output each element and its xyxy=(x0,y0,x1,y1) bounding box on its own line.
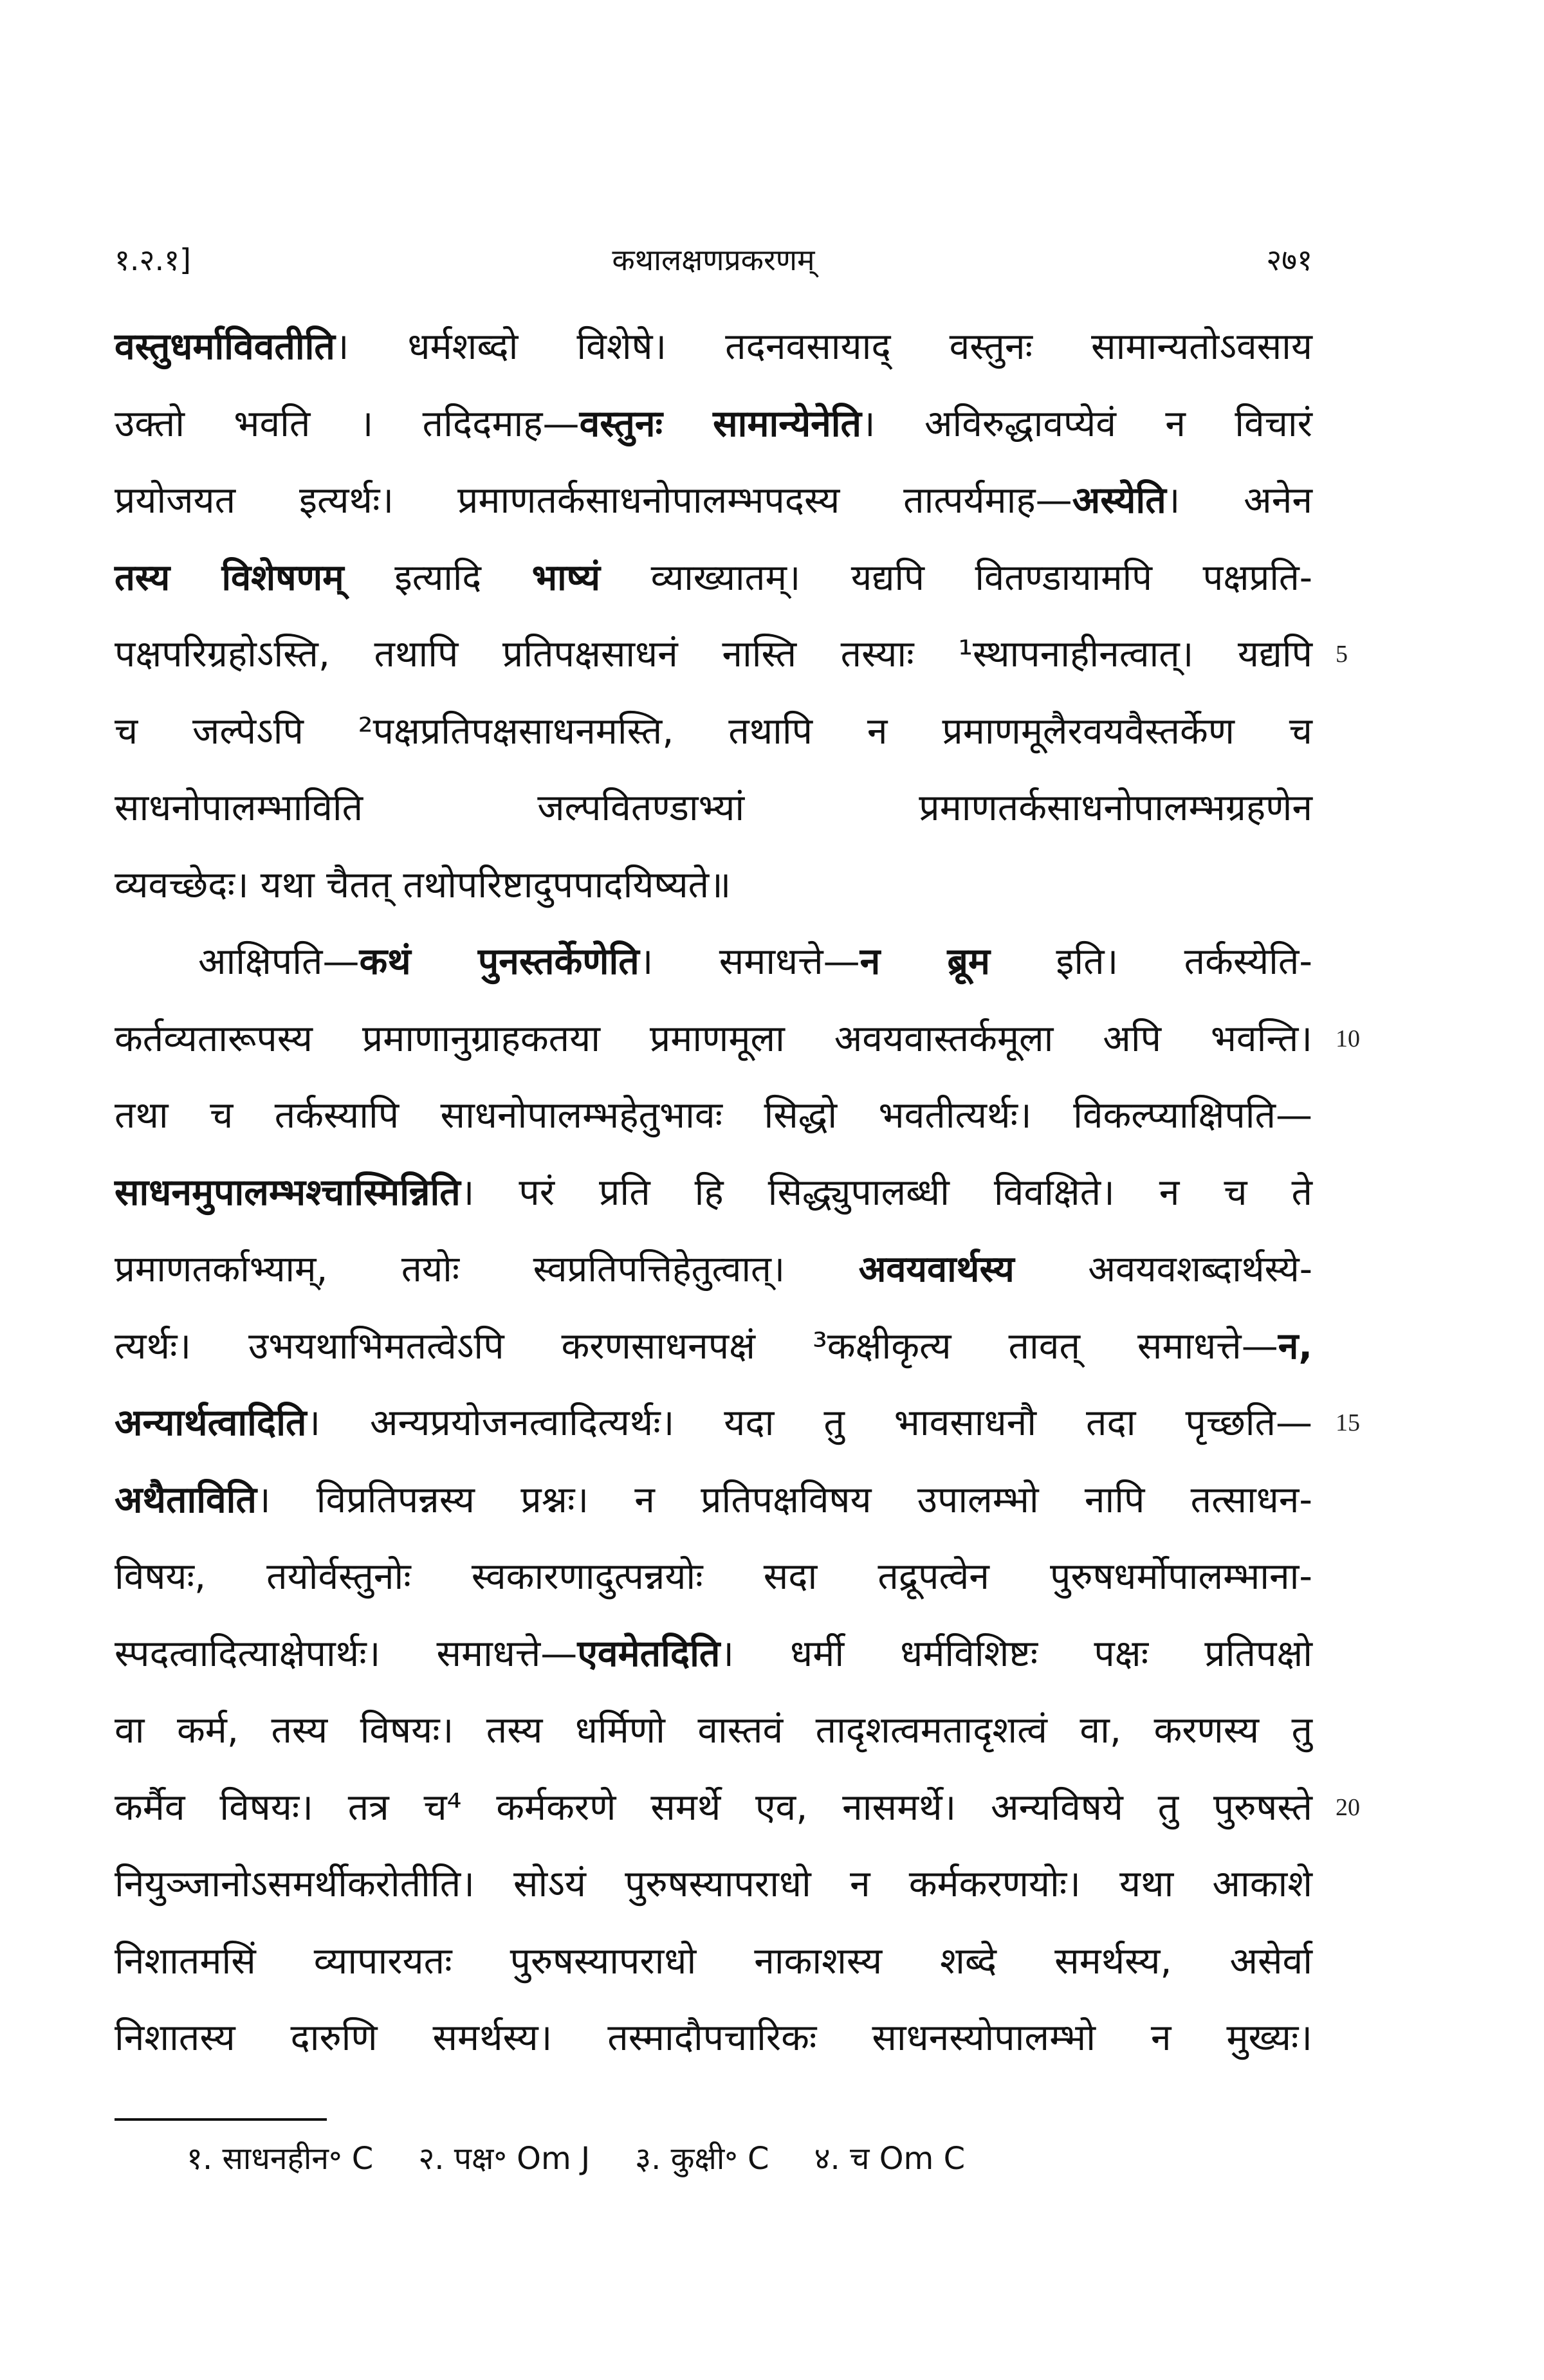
text-segment: । विप्रतिपन्नस्य प्रश्नः। न प्रतिपक्षविषय उपालम्भो नापि तत्साधन- xyxy=(256,1478,1312,1521)
text-line xyxy=(115,1846,1312,1923)
text-segment: अवयवशब्दार्थस्ये- xyxy=(1014,1249,1312,1290)
text-segment: पक्षपरिग्रहोऽस्ति, तथापि प्रतिपक्षसाधनं नास्ति तस्याः ¹स्थापनाहीनत्वात्। यद्यपि xyxy=(115,633,1312,675)
text-segment: निशातमसिं व्यापारयतः पुरुषस्यापराधो नाकाशस्य शब्दे समर्थस्य, असेर्वा xyxy=(115,1939,1312,1982)
text-segment: स्पदत्वादित्याक्षेपार्थः। समाधत्ते— xyxy=(115,1632,578,1675)
text-segment: इत्यादि xyxy=(344,556,532,599)
text-segment: उक्तो भवति । तदिदमाह— xyxy=(115,402,580,445)
bold-lemma: एवमेतदिति xyxy=(577,1632,721,1675)
page-number: २७१ xyxy=(1266,243,1312,277)
text-segment: साधनोपालम्भाविति जल्पवितण्डाभ्यां प्रमाणतर्कसाधनोपालम्भग्रहणेन xyxy=(115,787,1312,829)
text-segment: इति। तर्कस्येति- xyxy=(990,940,1312,983)
text-segment: प्रमाणतर्काभ्याम्, तयोः स्वप्रतिपत्तिहेतुत्वात्। xyxy=(115,1249,859,1290)
text-line xyxy=(115,309,1312,386)
text-line xyxy=(115,1692,1312,1770)
line-number: 5 xyxy=(1336,641,1348,668)
text-segment: । अविरुद्धावप्येवं न विचारं xyxy=(861,402,1312,445)
footnote: १. साधनहीन॰ C xyxy=(187,2141,374,2177)
text-line xyxy=(115,1385,1360,1462)
text-line xyxy=(115,1923,1312,2000)
text-segment: त्यर्थः। उभयथाभिमतत्वेऽपि करणसाधनपक्षं ³कक्षीकृत्य तावत् समाधत्ते— xyxy=(115,1324,1278,1368)
footnote-rule xyxy=(115,2118,327,2121)
section-number: १.२.१] xyxy=(115,243,191,277)
text-segment: व्यवच्छेदः। यथा चैतत् तथोपरिष्टादुपपादयिष्यते॥ xyxy=(115,863,731,906)
main-text xyxy=(115,309,1360,2077)
text-segment: वा कर्म, तस्य विषयः। तस्य धर्मिणो वास्तवं तादृशत्वमतादृशत्वं वा, करणस्य तु xyxy=(115,1709,1312,1752)
text-line xyxy=(115,462,1312,540)
footnote: ४. च Om C xyxy=(814,2141,966,2177)
text-line xyxy=(115,1616,1312,1693)
bold-lemma: अस्येति xyxy=(1072,479,1166,522)
footnotes xyxy=(187,2137,1280,2188)
bold-lemma: न ब्रूम xyxy=(859,940,991,983)
bold-lemma: न, xyxy=(1278,1324,1312,1368)
bold-lemma: अथैताविति xyxy=(115,1478,257,1521)
text-line xyxy=(115,1077,1312,1155)
line-number: 20 xyxy=(1336,1793,1360,1821)
bold-lemma: भाष्यं xyxy=(531,556,601,599)
text-segment: व्याख्यातम्। यद्यपि वितण्डायामपि पक्षप्रति- xyxy=(600,556,1312,599)
text-segment: नियुञ्जानोऽसमर्थीकरोतीति। सोऽयं पुरुषस्यापराधो न कर्मकरणयोः। यथा आकाशे xyxy=(115,1863,1312,1905)
text-line xyxy=(115,1155,1312,1232)
footnote: ३. कुक्षी॰ C xyxy=(635,2141,769,2177)
bold-lemma: तस्य विशेषणम् xyxy=(115,556,344,599)
text-segment: प्रयोजयत इत्यर्थः। प्रमाणतर्कसाधनोपालम्भपदस्य तात्पर्यमाह— xyxy=(115,479,1072,522)
bold-lemma: साधनमुपालम्भश्चास्मिन्निति xyxy=(115,1171,461,1214)
text-line xyxy=(115,1231,1312,1308)
bold-lemma: कथं पुनस्तर्केणेति xyxy=(359,940,639,983)
text-segment: च जल्पेऽपि ²पक्षप्रतिपक्षसाधनमस्ति, तथापि न प्रमाणमूलैरवयवैस्तर्केण च xyxy=(115,709,1312,753)
bold-lemma: अन्यार्थत्वादिति xyxy=(115,1402,307,1444)
text-line xyxy=(115,1308,1312,1386)
line-number: 15 xyxy=(1336,1409,1360,1436)
bold-lemma: अवयवार्थस्य xyxy=(858,1249,1015,1290)
text-segment: निशातस्य दारुणि समर्थस्य। तस्मादौपचारिकः साधनस्योपालम्भो न मुख्यः। xyxy=(115,2017,1312,2059)
text-segment: । समाधत्ते— xyxy=(639,940,860,983)
chapter-title: कथालक्षणप्रकरणम् xyxy=(612,243,815,277)
bold-lemma: वस्तुनः सामान्येनेति xyxy=(579,402,862,445)
text-line xyxy=(115,2000,1312,2077)
text-line xyxy=(115,386,1312,463)
text-line xyxy=(115,770,1312,847)
text-line xyxy=(115,1539,1312,1616)
bold-lemma: वस्तुधर्माविवतीति xyxy=(115,325,335,368)
line-number: 10 xyxy=(1336,1025,1360,1052)
text-segment: । परं प्रति हि सिद्ध्युपालब्धी विवक्षिते। न च ते xyxy=(460,1171,1312,1214)
footnote: २. पक्ष॰ Om J xyxy=(418,2141,591,2177)
text-segment: । अनेन xyxy=(1166,479,1312,522)
text-segment: तथा च तर्कस्यापि साधनोपालम्भहेतुभावः सिद्धो भवतीत्यर्थः। विकल्प्याक्षिपति— xyxy=(115,1094,1312,1137)
text-segment: कर्तव्यतारूपस्य प्रमाणानुग्राहकतया प्रमाणमूला अवयवास्तर्कमूला अपि भवन्ति। xyxy=(115,1017,1312,1060)
text-line xyxy=(115,1462,1312,1539)
text-line xyxy=(115,1770,1360,1847)
text-line xyxy=(115,847,1312,924)
text-line xyxy=(115,1001,1360,1078)
running-head xyxy=(115,239,1312,284)
text-line xyxy=(115,540,1312,617)
text-segment: आक्षिपति— xyxy=(198,940,360,983)
text-segment: । धर्मी धर्मविशिष्टः पक्षः प्रतिपक्षो xyxy=(720,1632,1312,1675)
text-segment: । धर्मशब्दो विशेषे। तदनवसायाद् वस्तुनः सामान्यतोऽवसाय xyxy=(335,325,1312,368)
text-segment: विषयः, तयोर्वस्तुनोः स्वकारणादुत्पन्नयोः सदा तद्रूपत्वेन पुरुषधर्मोपालम्भाना- xyxy=(115,1555,1312,1598)
text-segment: । अन्यप्रयोजनत्वादित्यर्थः। यदा तु भावसाधनौ तदा पृच्छति— xyxy=(306,1402,1312,1444)
text-line xyxy=(115,924,1312,1001)
text-line xyxy=(115,693,1312,771)
text-line xyxy=(115,616,1348,693)
text-segment: कर्मैव विषयः। तत्र च⁴ कर्मकरणे समर्थे एव, नासमर्थे। अन्यविषये तु पुरुषस्ते xyxy=(115,1786,1312,1829)
